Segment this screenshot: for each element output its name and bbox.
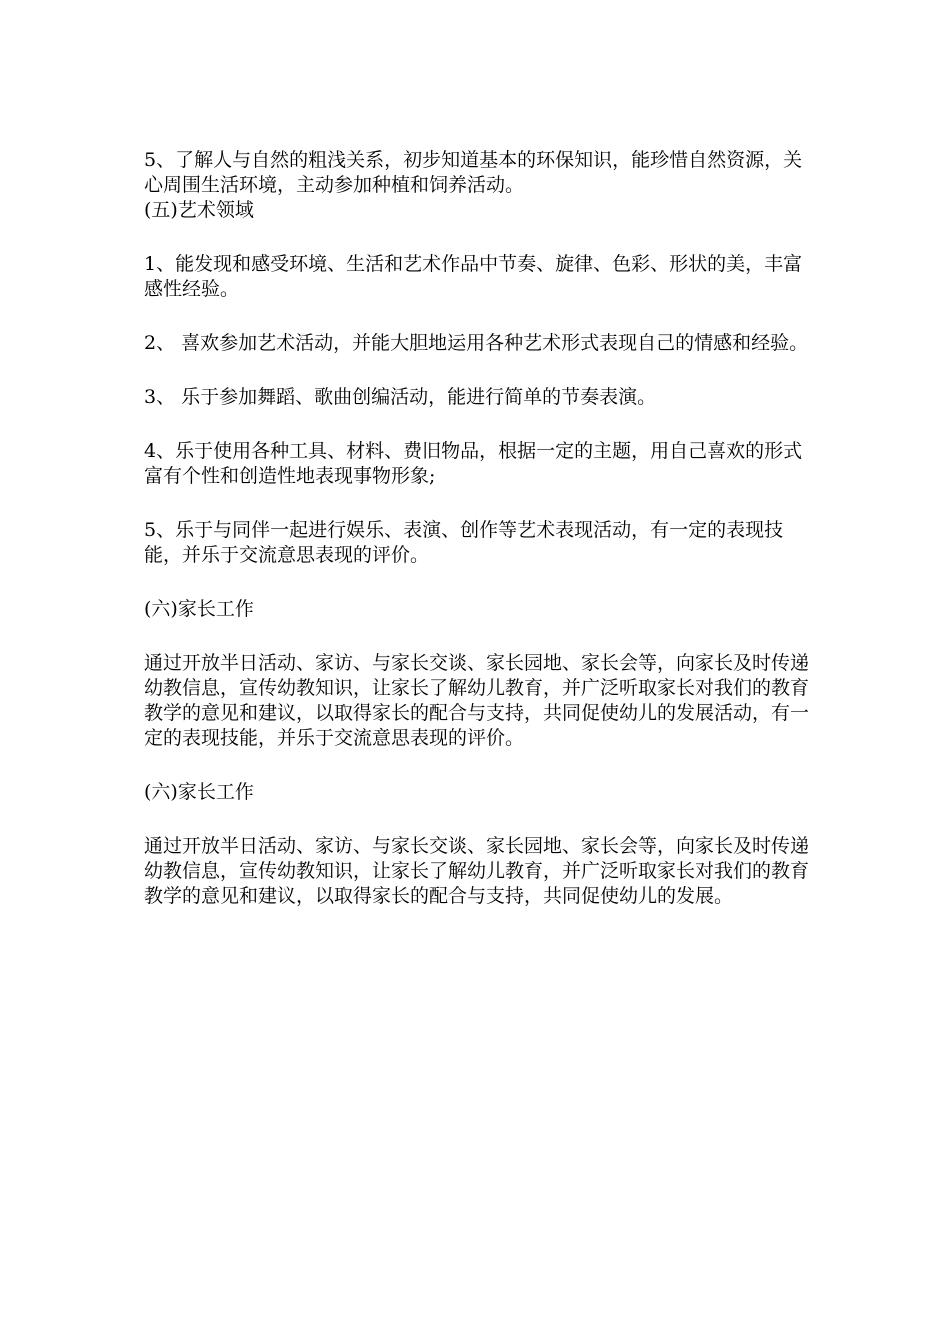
section-heading-parents-1: (六)家长工作	[144, 598, 254, 620]
paragraph-art-1: 1、能发现和感受环境、生活和艺术作品中节奏、旋律、色彩、形状的美，丰富感性经验。	[144, 253, 803, 300]
section-heading-parents-2: (六)家长工作	[144, 781, 254, 803]
paragraph-gap	[144, 356, 814, 385]
paragraph-nature-5: 5、了解人与自然的粗浅关系，初步知道基本的环保知识，能珍惜自然资源，关心周围生活环境，主动参加种植和饲养活动。	[144, 149, 803, 196]
paragraph-art-4: 4、乐于使用各种工具、材料、费旧物品，根据一定的主题，用自己喜欢的形式富有个性和创造性地表现事物形象;	[144, 440, 803, 487]
paragraph-gap	[144, 751, 814, 780]
paragraph-gap	[144, 410, 814, 439]
paragraph-gap	[144, 489, 814, 518]
paragraph-gap	[144, 805, 814, 834]
paragraph-art-3: 3、 乐于参加舞蹈、歌曲创编活动，能进行简单的节奏表演。	[144, 386, 657, 408]
paragraph-parents-1: 通过开放半日活动、家访、与家长交谈、家长园地、家长会等，向家长及时传递幼教信息，宣传幼教知识，让家长了解幼儿教育，并广泛听取家长对我们的教育教学的意见和建议，以取得家长的配合与支持，共同促使幼儿的发展活动，有一定的表现技能，并乐于交流意思表现的评价。	[144, 652, 810, 749]
document-body	[144, 148, 814, 909]
paragraph-gap	[144, 223, 814, 252]
paragraph-gap	[144, 622, 814, 651]
paragraph-parents-2: 通过开放半日活动、家访、与家长交谈、家长园地、家长会等，向家长及时传递幼教信息，宣传幼教知识，让家长了解幼儿教育，并广泛听取家长对我们的教育教学的意见和建议，以取得家长的配合与支持，共同促使幼儿的发展。	[144, 835, 810, 907]
paragraph-art-5: 5、乐于与同伴一起进行娱乐、表演、创作等艺术表现活动，有一定的表现技能，并乐于交流意思表现的评价。	[144, 519, 784, 566]
section-heading-art: (五)艺术领域	[144, 199, 254, 221]
paragraph-gap	[144, 568, 814, 597]
paragraph-gap	[144, 302, 814, 331]
paragraph-art-2: 2、 喜欢参加艺术活动，并能大胆地运用各种艺术形式表现自己的情感和经验。	[144, 332, 809, 354]
